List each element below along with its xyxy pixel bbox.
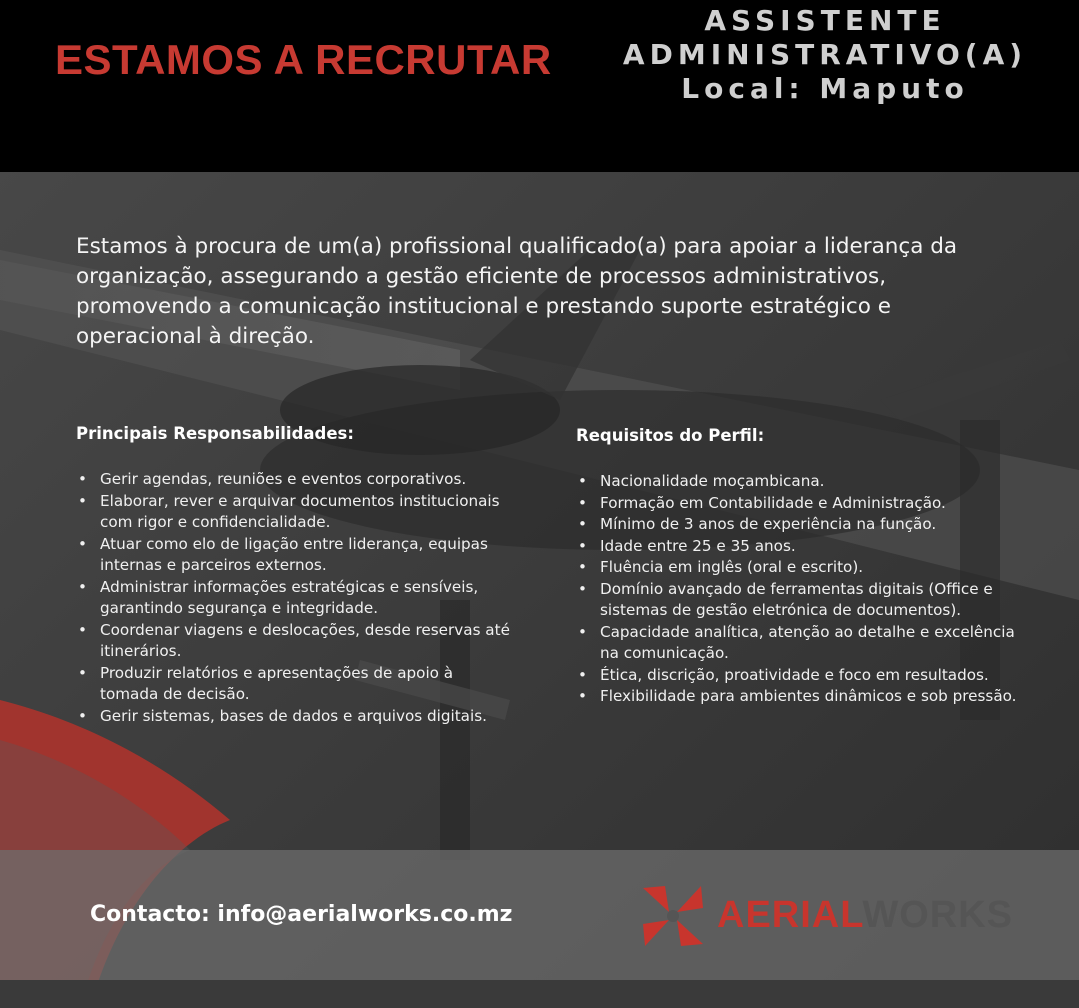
list-item: • Atuar como elo de ligação entre liderança, equipas internas e parceiros externos. [100,534,516,577]
list-item: • Gerir sistemas, bases de dados e arquivos digitais. [100,706,516,728]
list-item: • Administrar informações estratégicas e sensíveis, garantindo segurança e integridade. [100,577,516,620]
aerialworks-propeller-logo-icon [637,880,709,952]
list-item: • Capacidade analítica, atenção ao detalhe e excelência na comunicação. [600,622,1036,665]
responsibilities-list [76,469,516,727]
position-title [600,4,1050,106]
list-item: • Idade entre 25 e 35 anos. [600,536,1036,558]
requirements-list [576,471,1036,708]
logo-wordmark-works: WORKS [862,894,1014,936]
list-item: • Produzir relatórios e apresentações de apoio à tomada de decisão. [100,663,516,706]
requirements-section [576,426,1036,708]
aerialworks-logo [637,880,1037,952]
list-item: • Flexibilidade para ambientes dinâmicos e sob pressão. [600,686,1036,708]
list-item: • Gerir agendas, reuniões e eventos corporativos. [100,469,516,491]
list-item: • Nacionalidade moçambicana. [600,471,1036,493]
responsibilities-section [76,424,516,727]
list-item: • Ética, discrição, proatividade e foco em resultados. [600,665,1036,687]
position-line-2: ADMINISTRATIVO(A) [622,38,1028,71]
list-item: • Fluência em inglês (oral e escrito). [600,557,1036,579]
intro-paragraph: Estamos à procura de um(a) profissional qualificado(a) para apoiar a liderança da organização, assegurando a gestão eficiente de processos administrativos, promovendo a comunicação institucional e prestando suporte estratégico e operacional à direção. [76,234,958,349]
footer-bottom-strip [0,980,1079,1008]
list-item: • Coordenar viagens e deslocações, desde reservas até itinerários. [100,620,516,663]
header-bar [0,0,1079,172]
requirements-title: Requisitos do Perfil: [576,426,765,445]
position-location: Local: Maputo [681,72,969,105]
list-item: • Domínio avançado de ferramentas digitais (Office e sistemas de gestão eletrónica de documentos). [600,579,1036,622]
list-item: • Formação em Contabilidade e Administração. [600,493,1036,515]
list-item: • Elaborar, rever e arquivar documentos institucionais com rigor e confidencialidade. [100,491,516,534]
logo-wordmark-aerial: AERIAL [717,894,863,936]
contact-email[interactable]: Contacto: info@aerialworks.co.mz [90,902,513,927]
headline: ESTAMOS A RECRUTAR [55,36,552,83]
logo-wordmark [717,894,1013,937]
position-line-1: ASSISTENTE [704,4,946,37]
list-item: • Mínimo de 3 anos de experiência na função. [600,514,1036,536]
responsibilities-title: Principais Responsabilidades: [76,424,354,443]
